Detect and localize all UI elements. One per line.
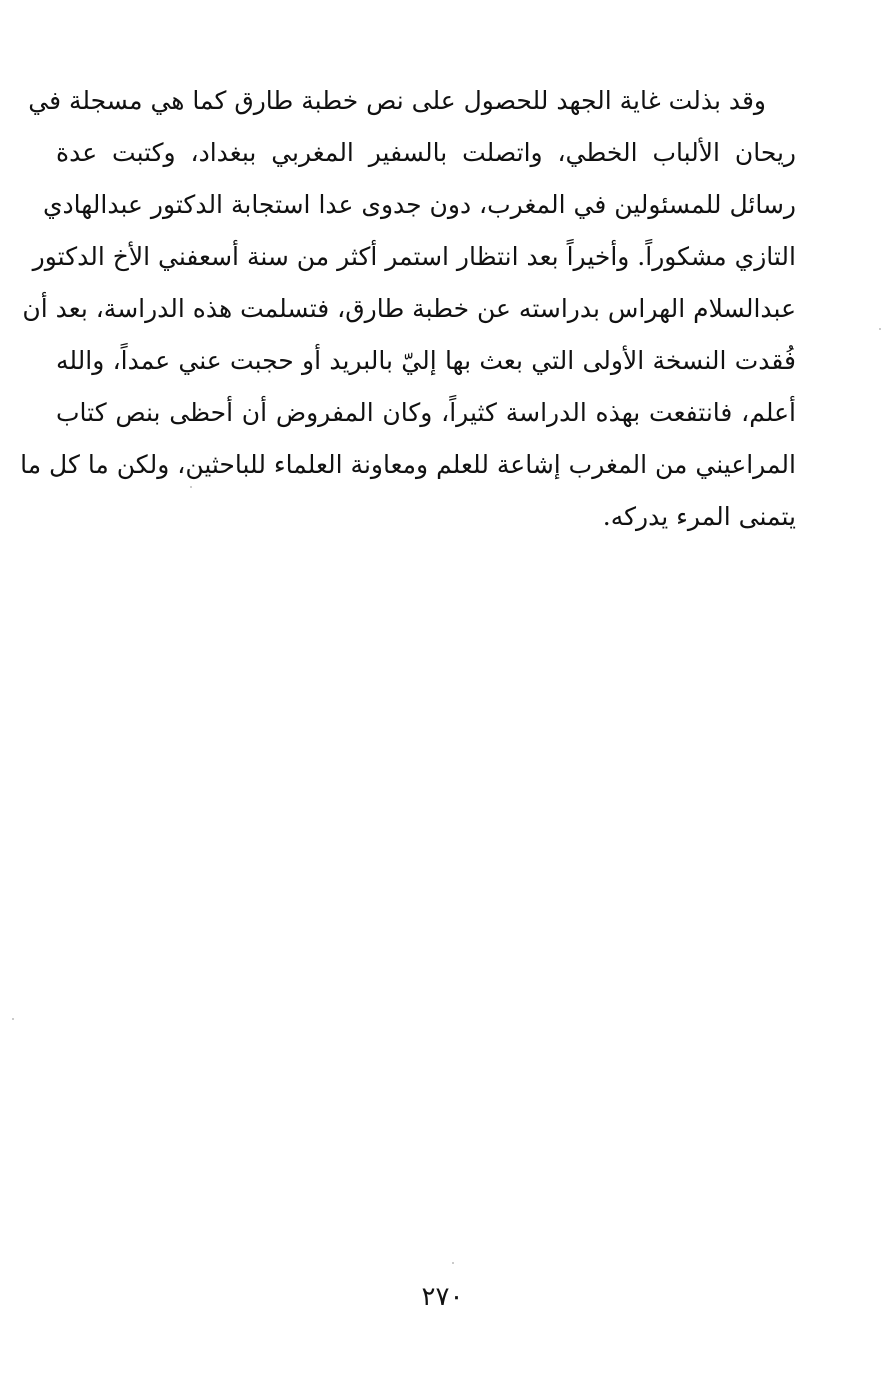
paragraph-line: وقد بذلت غاية الجهد للحصول على نص خطبة طارق كما هي مسجلة في xyxy=(28,86,766,115)
scan-speck xyxy=(879,328,881,330)
paragraph-line: ريحان الألباب الخطي، واتصلت بالسفير المغربي ببغداد، وكتبت عدة xyxy=(56,138,796,167)
scan-speck xyxy=(190,486,192,488)
paragraph-line: المراعيني من المغرب إشاعة للعلم ومعاونة العلماء للباحثين، ولكن ما كل ما xyxy=(20,450,796,479)
scan-speck xyxy=(12,1018,14,1020)
paragraph-line: فُقدت النسخة الأولى التي بعث بها إليّ بالبريد أو حجبت عني عمداً، والله xyxy=(56,346,796,375)
paragraph-line: أعلم، فانتفعت بهذه الدراسة كثيراً، وكان المفروض أن أحظى بنص كتاب xyxy=(56,398,796,427)
body-paragraph xyxy=(20,75,796,543)
paragraph-line: رسائل للمسئولين في المغرب، دون جدوى عدا استجابة الدكتور عبدالهادي xyxy=(42,190,796,219)
paragraph-line: عبدالسلام الهراس بدراسته عن خطبة طارق، فتسلمت هذه الدراسة، بعد أن xyxy=(22,294,796,323)
paragraph-last-line: يتمنى المرء يدركه. xyxy=(602,502,796,531)
page-number: ٢٧٠ xyxy=(421,1282,464,1312)
scan-speck xyxy=(452,1262,454,1264)
paragraph-line: التازي مشكوراً. وأخيراً بعد انتظار استمر أكثر من سنة أسعفني الأخ الدكتور xyxy=(32,242,796,271)
